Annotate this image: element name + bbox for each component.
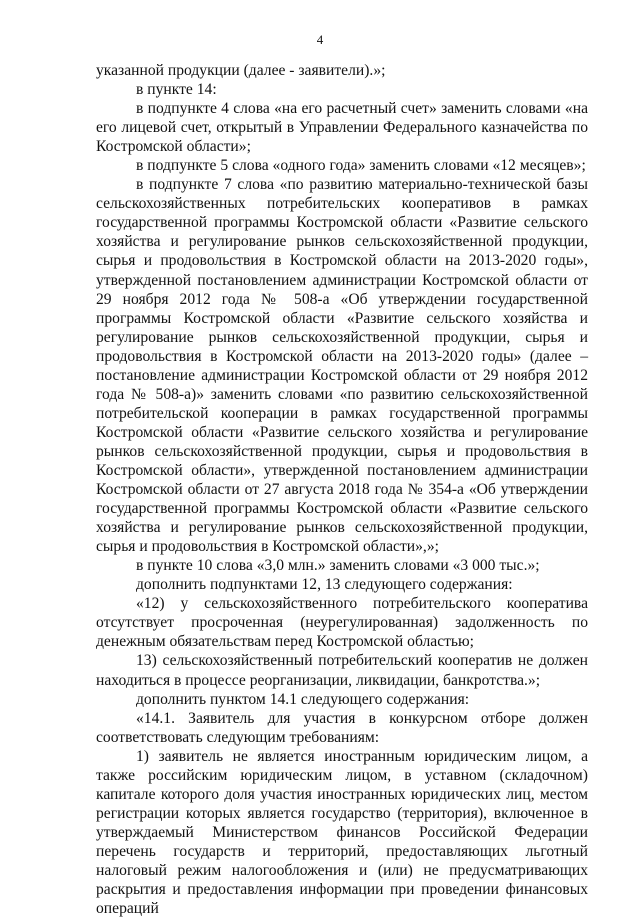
paragraph: «14.1. Заявитель для участия в конкурсном отборе должен соответствовать следующим требованиям:	[96, 709, 588, 746]
paragraph: в подпункте 4 слова «на его расчетный счет» заменить словами «на его лицевой счет, открытый в Управлении Федерального казначейства по Костромской области»;	[96, 100, 588, 156]
paragraph: в подпункте 7 слова «по развитию материально-технической базы сельскохозяйственных потребительских кооперативов в рамках государственной программы Костромской области «Развитие сельского хозяйства и регулирование рынков сельскохозяйственной продукции, сырья и продовольствия в Костромской области на 2013-2020 годы», утвержденной постановлением администрации Костромской области от 29 ноября 2012 года № 508-а «Об утверждении государственной программы Костромской области «Развитие сельского хозяйства и регулирование рынков сельскохозяйственной продукции, сырья и продовольствия в Костромской области на 2013-2020 годы» (далее – постановление администрации Костромской области от 29 ноября 2012 года № 508-а)» заменить словами «по развитию сельскохозяйственной потребительской кооперации в рамках государственной программы Костромской области «Развитие сельского хозяйства и регулирование рынков сельскохозяйственной продукции, сырья и продовольствия в Костромской области», утвержденной постановлением администрации Костромской области от 27 августа 2018 года № 354-а «Об утверждении государственной программы Костромской области «Развитие сельского хозяйства и регулирование рынков сельскохозяйственной продукции, сырья и продовольствия в Костромской области»,»;	[96, 176, 588, 556]
document-body	[96, 61, 588, 918]
page-number: 4	[316, 32, 324, 47]
paragraph: «12) у сельскохозяйственного потребительского кооператива отсутствует просроченная (неурегулированная) задолженность по денежным обязательствам перед Костромской областью;	[96, 595, 588, 651]
paragraph: в пункте 14:	[136, 81, 217, 99]
paragraph: в пункте 10 слова «3,0 млн.» заменить словами «3 000 тыс.»;	[136, 557, 540, 575]
paragraph: 1) заявитель не является иностранным юридическим лицом, а также российским юридическим лицом, в уставном (складочном) капитале которого доля участия иностранных юридических лиц, местом регистрации которых является государство (территория), включенное в утверждаемый Министерством финансов Российской Федерации перечень государств и территорий, предоставляющих льготный налоговый режим налогообложения и (или) не предусматривающих раскрытия и предоставления информации при проведении финансовых операций	[96, 747, 588, 918]
paragraph: указанной продукции (далее - заявители).»;	[96, 62, 386, 79]
paragraph: дополнить подпунктами 12, 13 следующего содержания:	[136, 576, 513, 594]
paragraph: в подпункте 5 слова «одного года» заменить словами «12 месяцев»;	[136, 157, 586, 175]
paragraph: дополнить пунктом 14.1 следующего содержания:	[136, 690, 470, 708]
paragraph: 13) сельскохозяйственный потребительский кооператив не должен находиться в процессе реорганизации, ликвидации, банкротства.»;	[96, 652, 588, 689]
